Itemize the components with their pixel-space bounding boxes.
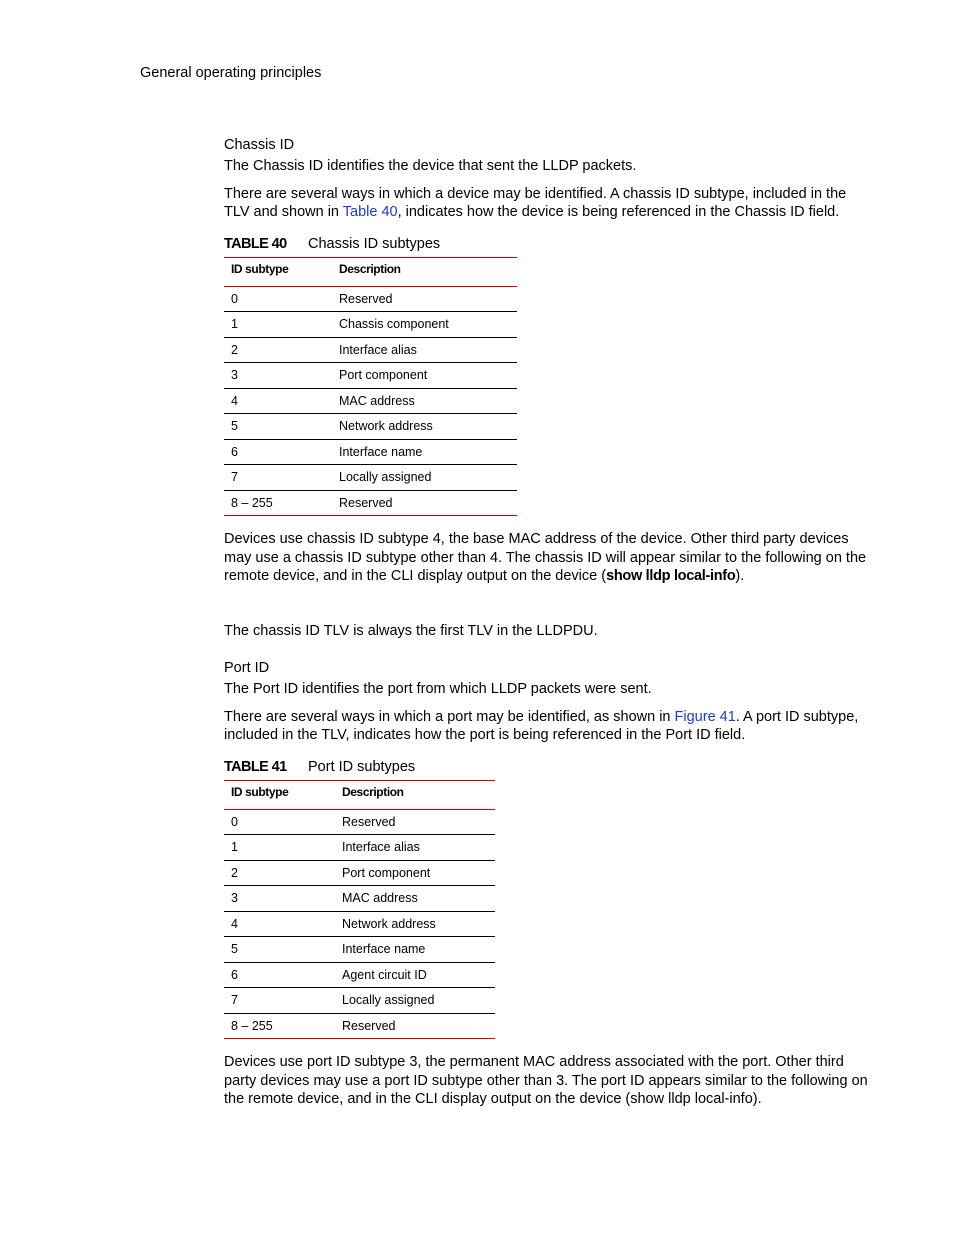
id-subtype-cell: 0	[224, 809, 335, 835]
chassis-ways-text-a: There are several ways in which a device may be identified. A chassis ID subtype, included in the TLV and shown in	[224, 185, 847, 220]
column-header-description: Description	[335, 780, 495, 809]
chassis-id-subtypes-table	[224, 257, 517, 517]
id-subtype-cell: 5	[224, 414, 332, 440]
table-40-title: Chassis ID subtypes	[308, 235, 441, 252]
id-subtype-cell: 5	[224, 937, 335, 963]
description-cell: MAC address	[332, 388, 517, 414]
description-cell: Network address	[335, 911, 495, 937]
description-cell: Interface alias	[335, 835, 495, 861]
chassis-id-heading: Chassis ID	[224, 137, 295, 153]
table-row	[224, 860, 495, 886]
column-header-description: Description	[332, 257, 517, 286]
chassis-usage-text-b: ).	[735, 568, 745, 584]
table-row	[224, 388, 517, 414]
page-content	[224, 136, 869, 1109]
running-header: General operating principles	[140, 65, 322, 81]
id-subtype-cell: 0	[224, 286, 332, 312]
port-ways-text-a: There are several ways in which a port may be identified, as shown in	[224, 708, 675, 725]
id-subtype-cell: 4	[224, 911, 335, 937]
description-cell: Interface name	[332, 439, 517, 465]
description-cell: Locally assigned	[335, 988, 495, 1014]
table-header-row	[224, 257, 517, 286]
chassis-tlv-note: The chassis ID TLV is always the first TLV in the LLDPDU.	[224, 622, 598, 639]
cli-command-show-lldp-local-info: show lldp local-info	[606, 568, 736, 584]
port-id-subtypes-table	[224, 780, 495, 1040]
description-cell: Agent circuit ID	[335, 962, 495, 988]
column-header-id-subtype: ID subtype	[224, 780, 335, 809]
id-subtype-cell: 7	[224, 465, 332, 491]
table-row	[224, 809, 495, 835]
description-cell: Locally assigned	[332, 465, 517, 491]
table-row	[224, 337, 517, 363]
table-row	[224, 911, 495, 937]
port-id-ways-paragraph	[224, 708, 869, 745]
description-cell: Reserved	[332, 286, 517, 312]
table-row	[224, 886, 495, 912]
port-id-heading: Port ID	[224, 660, 270, 676]
table-40-label: TABLE 40	[224, 235, 287, 252]
description-cell: Reserved	[332, 490, 517, 516]
description-cell: Port component	[335, 860, 495, 886]
chassis-id-usage-paragraph	[224, 530, 869, 586]
description-cell: Chassis component	[332, 312, 517, 338]
table-row	[224, 988, 495, 1014]
table-row	[224, 312, 517, 338]
id-subtype-cell: 3	[224, 886, 335, 912]
id-subtype-cell: 6	[224, 439, 332, 465]
table-row	[224, 414, 517, 440]
column-header-id-subtype: ID subtype	[224, 257, 332, 286]
description-cell: MAC address	[335, 886, 495, 912]
id-subtype-cell: 8 – 255	[224, 490, 332, 516]
table-row	[224, 1013, 495, 1039]
table-row	[224, 363, 517, 389]
chassis-usage-text-a: Devices use chassis ID subtype 4, the base MAC address of the device. Other third party devices may use a chassis ID subtype other than 4. The chassis ID will appear similar to the following on the remote device, and in the CLI display output on the device (	[224, 531, 867, 584]
id-subtype-cell: 3	[224, 363, 332, 389]
id-subtype-cell: 8 – 255	[224, 1013, 335, 1039]
table-41-label: TABLE 41	[224, 758, 287, 775]
chassis-ways-text-b: , indicates how the device is being referenced in the Chassis ID field.	[397, 204, 840, 220]
id-subtype-cell: 1	[224, 312, 332, 338]
table-row	[224, 286, 517, 312]
description-cell: Network address	[332, 414, 517, 440]
table-row	[224, 490, 517, 516]
table-row	[224, 835, 495, 861]
table-row	[224, 937, 495, 963]
table-row	[224, 439, 517, 465]
table-row	[224, 962, 495, 988]
table-header-row	[224, 780, 495, 809]
id-subtype-cell: 4	[224, 388, 332, 414]
description-cell: Reserved	[335, 809, 495, 835]
description-cell: Reserved	[335, 1013, 495, 1039]
table-41-title: Port ID subtypes	[308, 758, 416, 775]
table-41-caption	[224, 759, 869, 775]
description-cell: Interface alias	[332, 337, 517, 363]
port-ways-text-b: . A port ID subtype, included in the TLV, indicates how the port is being referenced in the Port ID field.	[224, 708, 859, 743]
port-id-intro: The Port ID identifies the port from which LLDP packets were sent.	[224, 681, 652, 697]
chassis-id-intro: The Chassis ID identifies the device that sent the LLDP packets.	[224, 158, 637, 174]
description-cell: Port component	[332, 363, 517, 389]
id-subtype-cell: 7	[224, 988, 335, 1014]
description-cell: Interface name	[335, 937, 495, 963]
id-subtype-cell: 6	[224, 962, 335, 988]
table-40-caption	[224, 236, 869, 252]
chassis-id-ways-paragraph	[224, 185, 869, 222]
id-subtype-cell: 2	[224, 860, 335, 886]
id-subtype-cell: 1	[224, 835, 335, 861]
id-subtype-cell: 2	[224, 337, 332, 363]
table-40-link[interactable]: Table 40	[342, 204, 398, 220]
figure-41-link[interactable]: Figure 41	[674, 708, 736, 725]
table-row	[224, 465, 517, 491]
port-id-usage-paragraph: Devices use port ID subtype 3, the permanent MAC address associated with the port. Other third party devices may use a port ID subtype other than 3. The port ID appears similar to the following on the remote device, and in the CLI display output on the device (show lldp local-info).	[224, 1054, 868, 1107]
